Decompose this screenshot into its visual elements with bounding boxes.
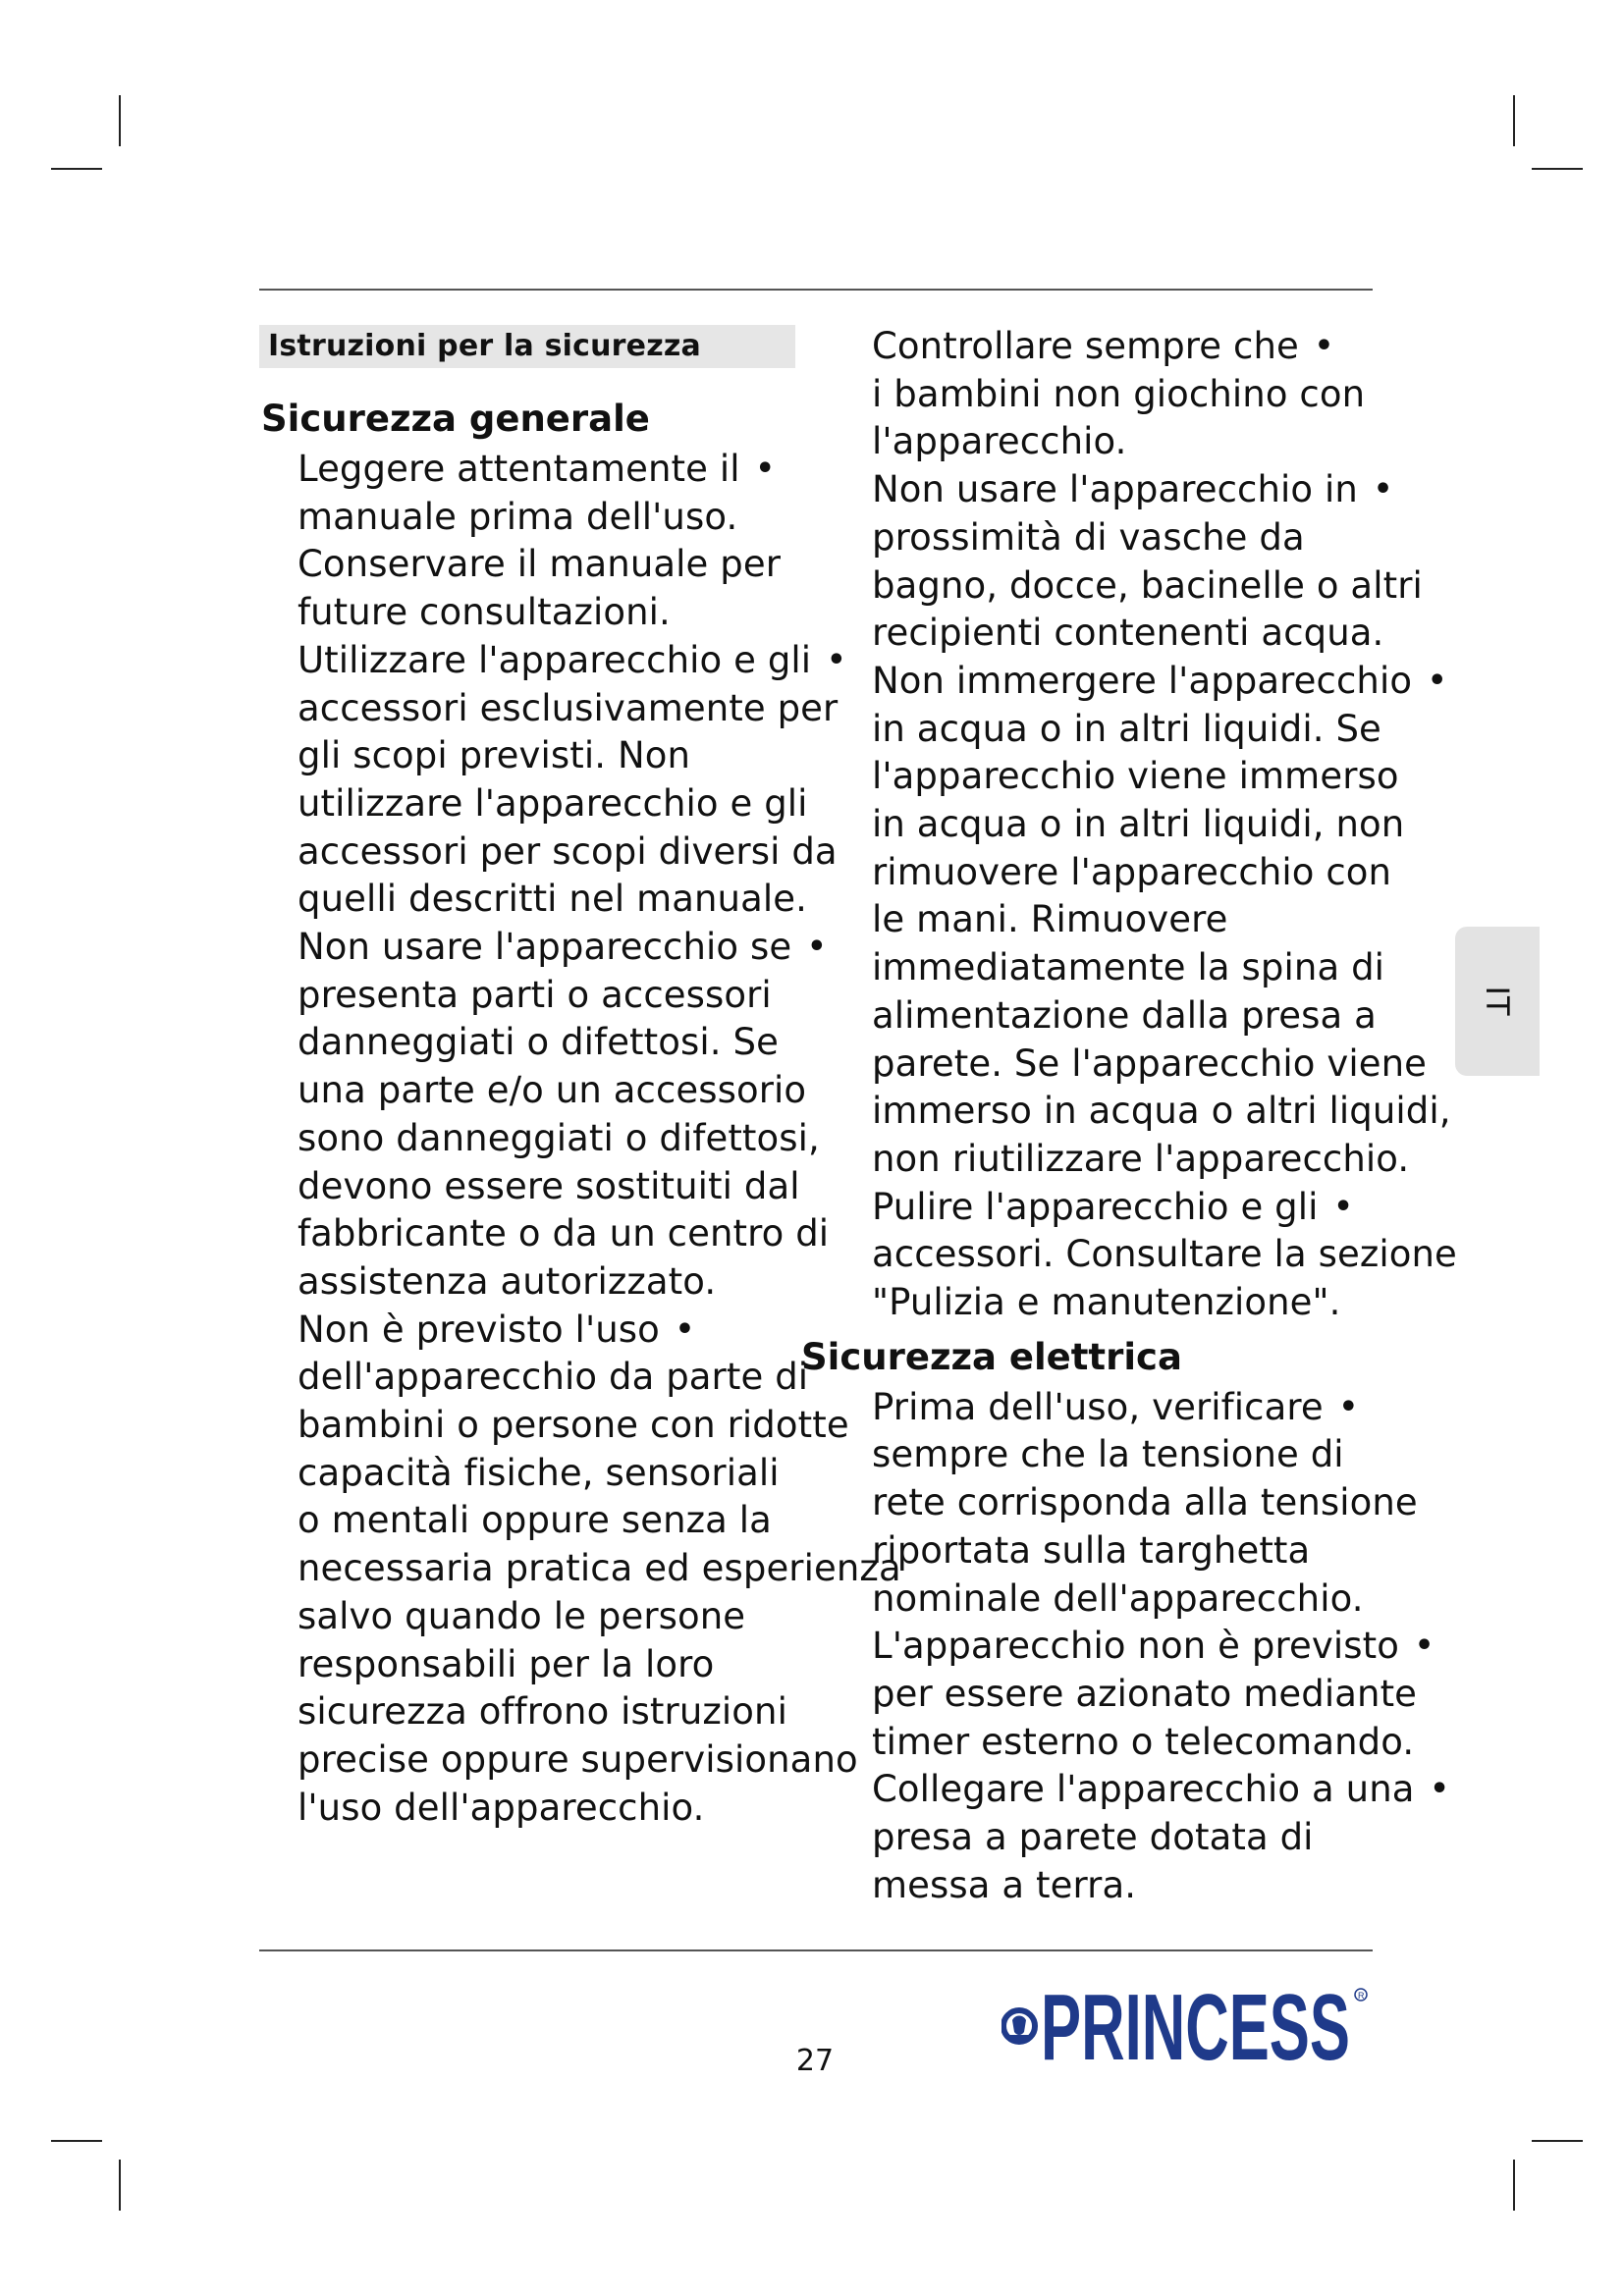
list-item-line: Pulire l'apparecchio e gli [872,1185,1319,1228]
bullet-icon: • [827,642,846,677]
list-item-line: Utilizzare l'apparecchio e gli [298,638,812,681]
list-item-line: sempre che la tensione di [872,1433,1344,1476]
list-item-line: parete. Se l'apparecchio viene [872,1041,1428,1085]
list-item-line: salvo quando le persone [298,1594,746,1637]
section-label: Istruzioni per la sicurezza [268,329,701,363]
list-item-line: Non usare l'apparecchio in [872,468,1358,511]
bottom-rule [259,1949,1373,1951]
list-item-line: in acqua o in altri liquidi, non [872,803,1405,846]
crop-mark [51,2140,102,2142]
list-item-line: accessori. Consultare la sezione [872,1233,1457,1276]
list-item-line: assistenza autorizzato. [298,1259,717,1303]
list-item-line: Conservare il manuale per [298,543,782,586]
list-item-line: sono danneggiati o difettosi, [298,1116,820,1159]
general-safety-list-continued [837,323,1457,1327]
list-item-line: i bambini non giochino con [872,372,1366,415]
list-item-line: gli scopi previsti. Non [298,734,691,777]
list-item-line: le mani. Rimuovere [872,898,1228,941]
princess-logo [1001,1979,1375,2077]
list-item-line: utilizzare l'apparecchio e gli [298,781,808,825]
list-item-line: bambini o persone con ridotte [298,1404,849,1447]
crop-mark [51,168,102,170]
list-item-line: "Pulizia e manutenzione". [872,1281,1341,1324]
list-item-line: l'uso dell'apparecchio. [298,1786,705,1829]
list-item-line: rete corrisponda alla tensione [872,1481,1418,1524]
list-item [837,1623,1435,1766]
list-item-line: alimentazione dalla presa a [872,993,1377,1037]
bullet-icon: • [1338,1389,1359,1424]
list-item [837,1184,1457,1327]
list-item [261,924,870,1307]
list-item-line: Collegare l'apparecchio a una [872,1768,1415,1811]
crop-mark [1532,168,1583,170]
list-item-line: responsabili per la loro [298,1642,715,1685]
language-tab-label: IT [1479,986,1516,1017]
bullet-icon: • [675,1311,695,1347]
list-item-line: sicurezza offrono istruzioni [298,1690,787,1734]
bullet-icon: • [1414,1629,1435,1664]
princess-emblem-icon [1003,2010,1035,2042]
list-item-line: presenta parti o accessori [298,973,772,1016]
list-item-line: non riutilizzare l'apparecchio. [872,1137,1410,1180]
svg-text:R: R [1358,1991,1365,2001]
list-item-line: Non usare l'apparecchio se [298,926,792,969]
list-item [837,323,1426,466]
list-item-line: accessori per scopi diversi da [298,829,838,873]
left-column [261,393,901,1832]
list-item [837,1766,1449,1909]
bullet-icon: • [1314,329,1334,363]
right-column [801,323,1457,1910]
general-safety-list [261,446,901,1832]
list-item [261,446,870,637]
list-item-line: prossimità di vasche da [872,515,1305,559]
page-number: 27 [795,2044,835,2078]
list-item-line: recipienti contenenti acqua. [872,612,1384,655]
list-item-line: Non è previsto l'uso [298,1308,660,1351]
list-item-line: l'apparecchio. [872,420,1127,463]
list-item [261,1307,901,1833]
list-item [837,658,1451,1184]
list-item [261,637,870,924]
list-item-line: immerso in acqua o altri liquidi, [872,1090,1451,1133]
list-item-line: rimuovere l'apparecchio con [872,850,1392,893]
list-item-line: o mentali oppure senza la [298,1499,772,1542]
list-item-line: Controllare sempre che [872,325,1299,367]
bullet-icon: • [1333,1189,1353,1224]
heading-electrical-safety: Sicurezza elettrica [801,1335,1182,1378]
crop-mark [1532,2140,1583,2142]
princess-logo-text: PRINCESS [1041,1979,1350,2077]
list-item-line: future consultazioni. [298,591,671,634]
list-item-line: danneggiati o difettosi. Se [298,1021,779,1064]
list-item-line: Non immergere l'apparecchio [872,659,1413,702]
list-item-line: dell'apparecchio da parte di [298,1356,809,1399]
list-item-line: quelli descritti nel manuale. [298,878,807,921]
list-item-line: fabbricante o da un centro di [298,1212,830,1255]
list-item-line: capacità fisiche, sensoriali [298,1451,780,1494]
crop-mark [1513,2160,1515,2211]
list-item-line: timer esterno o telecomando. [872,1720,1415,1763]
bullet-icon: • [1373,472,1393,507]
list-item-line: Prima dell'uso, verificare [872,1385,1324,1428]
list-item-line: bagno, docce, bacinelle o altri [872,563,1423,607]
bullet-icon: • [1430,1772,1449,1807]
list-item-line: una parte e/o un accessorio [298,1069,807,1112]
list-item-line: L'apparecchio non è previsto [872,1625,1399,1668]
bullet-icon: • [807,930,827,965]
bullet-icon: • [1428,663,1447,698]
electrical-safety-list [837,1384,1449,1910]
list-item-line: presa a parete dotata di [872,1816,1314,1859]
list-item-line: precise oppure supervisionano [298,1737,858,1781]
section-header-band [259,325,795,368]
heading-general-safety: Sicurezza generale [261,398,650,440]
list-item-line: manuale prima dell'uso. [298,495,738,538]
top-rule [259,289,1373,291]
list-item-line: per essere azionato mediante [872,1672,1418,1715]
bullet-icon: • [755,452,775,486]
list-item-line: necessaria pratica ed esperienza [298,1547,901,1590]
language-tab [1455,927,1540,1076]
list-item-line: accessori esclusivamente per [298,686,839,729]
crop-mark [1513,95,1515,146]
list-item-line: devono essere sostituiti dal [298,1164,800,1207]
list-item-line: immediatamente la spina di [872,946,1385,989]
list-item [837,1384,1426,1624]
list-item-line: l'apparecchio viene immerso [872,755,1399,798]
list-item-line: Leggere attentamente il [298,448,740,490]
list-item-line: in acqua o in altri liquidi. Se [872,707,1381,750]
crop-mark [119,2160,121,2211]
crop-mark [119,95,121,146]
list-item [837,466,1426,658]
list-item-line: nominale dell'apparecchio. [872,1576,1364,1620]
list-item-line: messa a terra. [872,1863,1137,1906]
list-item-line: riportata sulla targhetta [872,1528,1311,1572]
